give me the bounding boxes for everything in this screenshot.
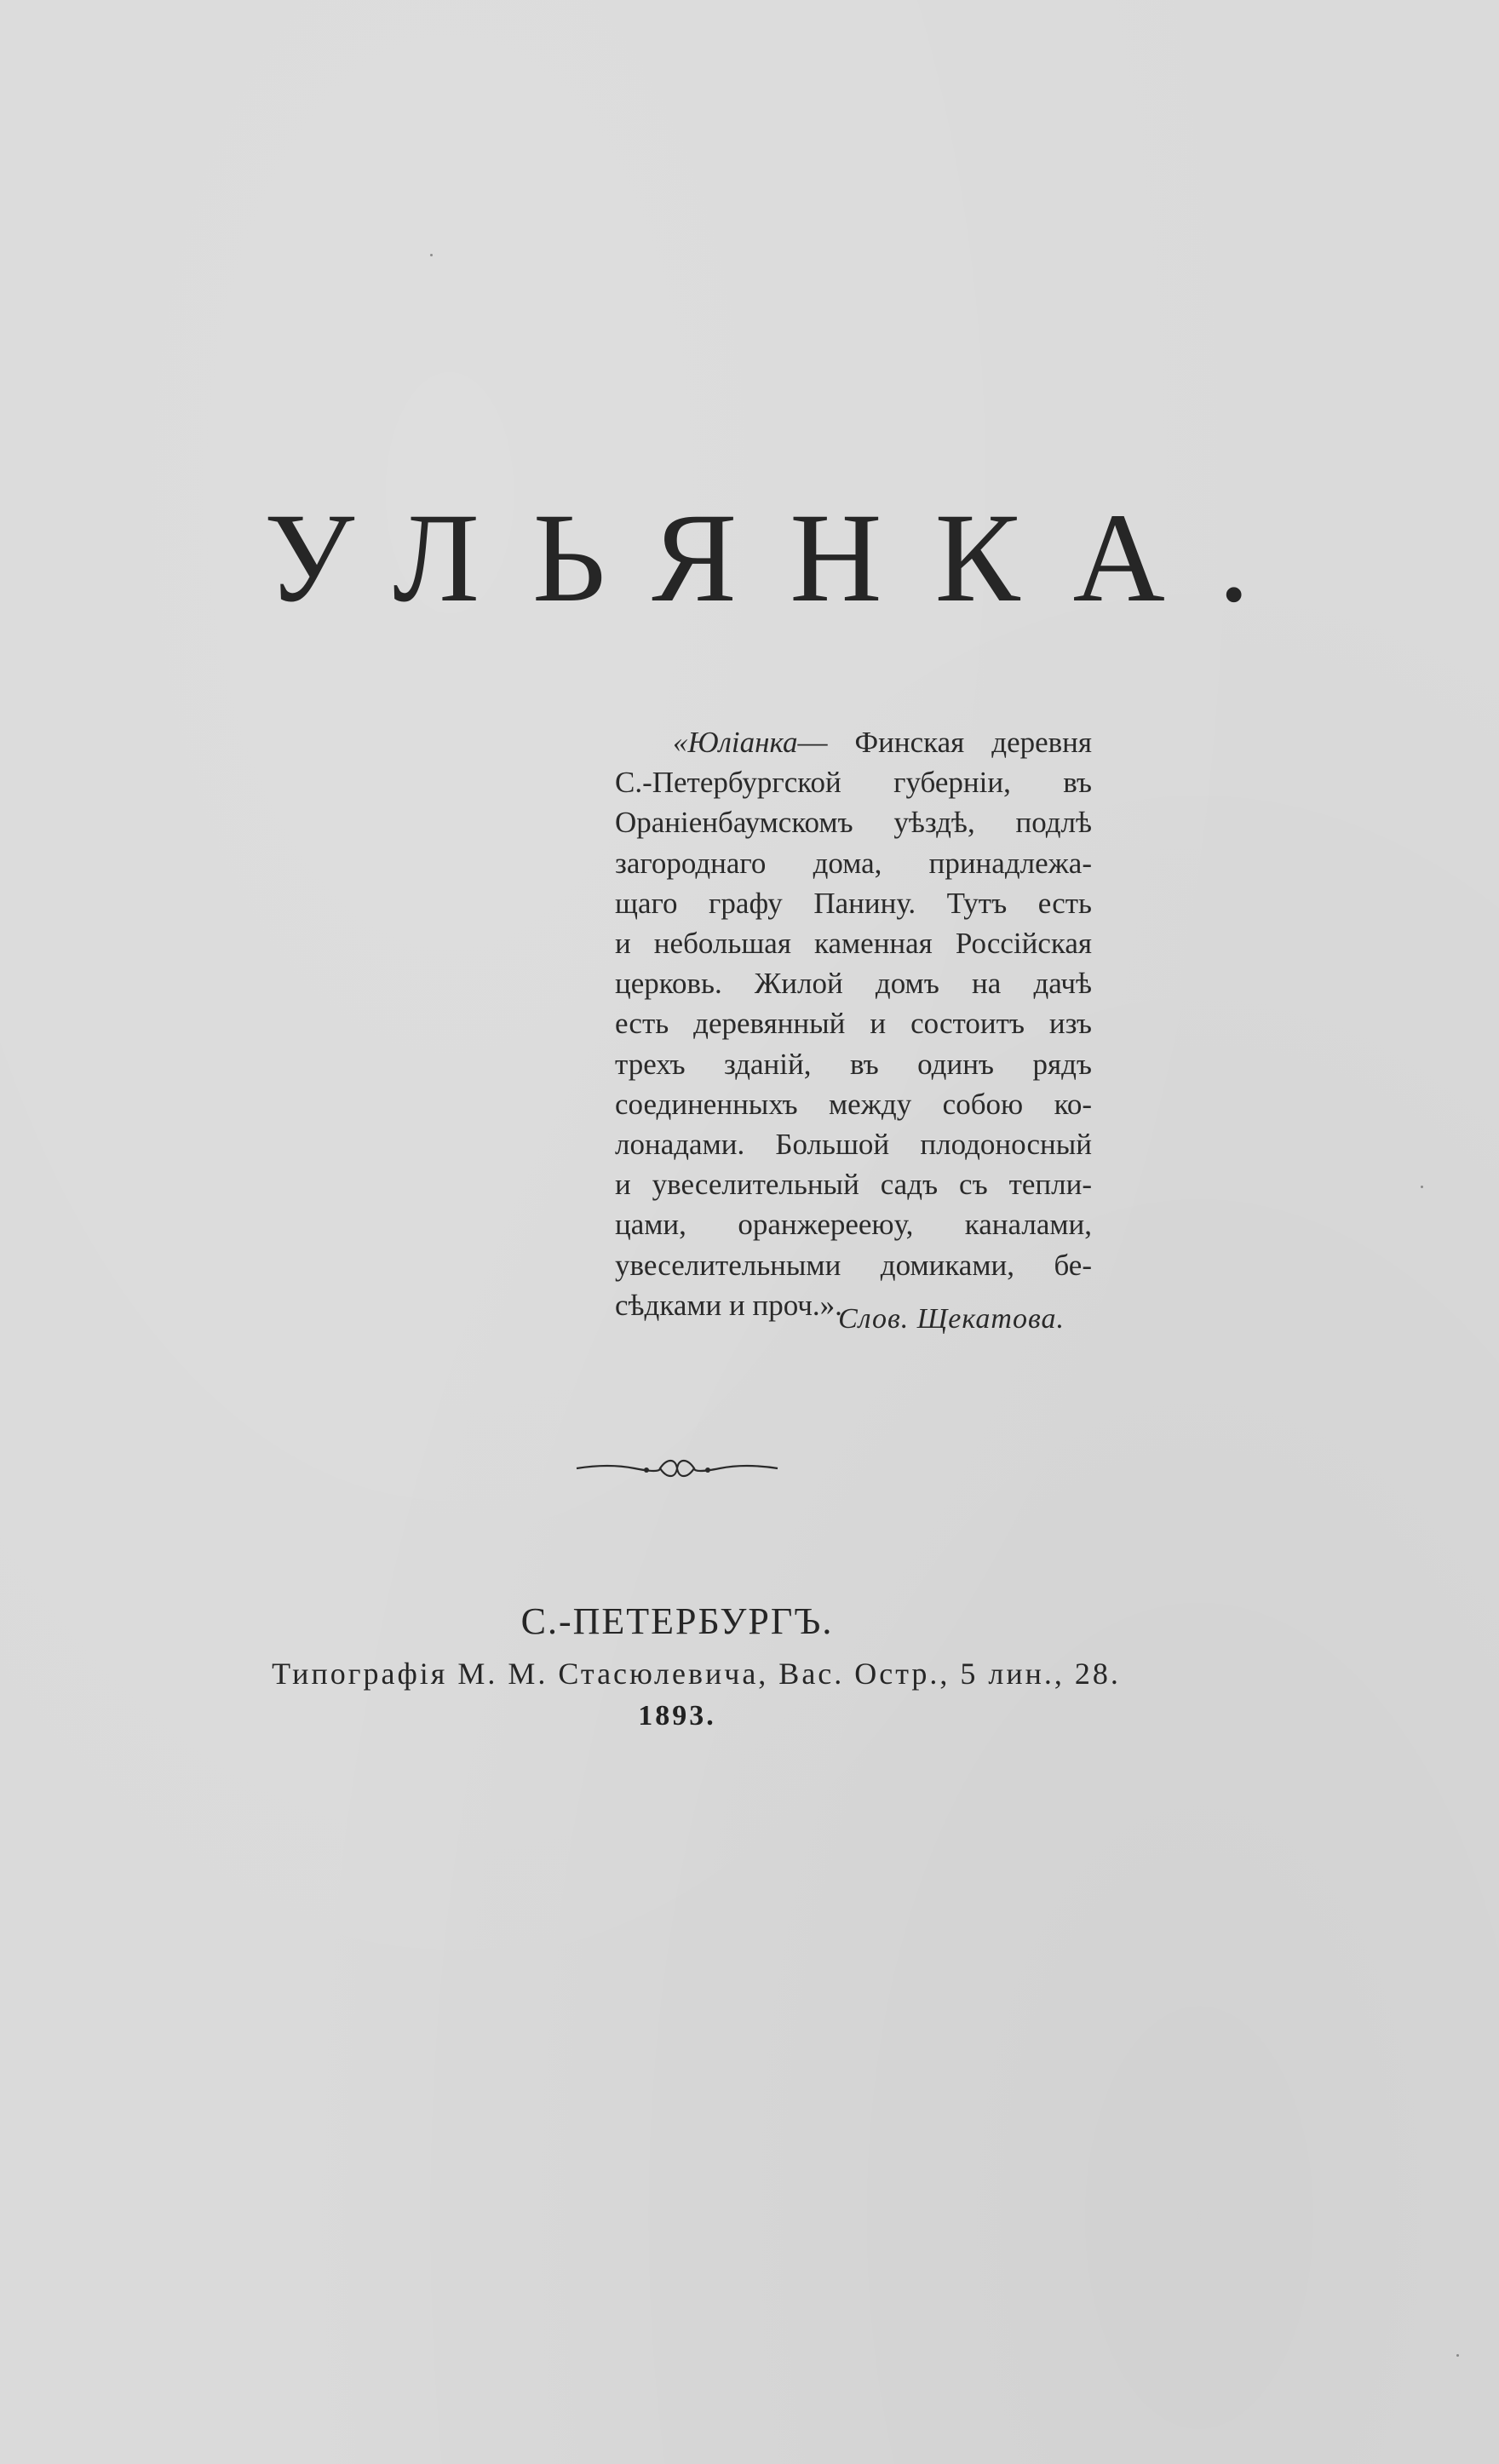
epigraph-line: цами, оранжерееюу, каналами, (615, 1208, 1092, 1242)
epigraph-line: щаго графу Панину. Тутъ есть (615, 886, 1092, 920)
epigraph-lead: «Юліанка (673, 726, 798, 759)
epigraph-line (615, 722, 1092, 762)
epigraph-line: С.-Петербургской губерніи, въ (615, 766, 1092, 800)
epigraph-line: Ораніенбаумскомъ уѣздѣ, подлѣ (615, 806, 1092, 840)
epigraph-line: трехъ зданій, въ одинъ рядъ (615, 1047, 1092, 1081)
ornament-flourish-icon (575, 1448, 779, 1489)
epigraph-line: загороднаго дома, принадлежа- (615, 846, 1092, 880)
epigraph-line: соединенныхъ между собою ко- (615, 1087, 1092, 1121)
epigraph-line: увеселительными домиками, бе- (615, 1248, 1092, 1282)
epigraph-line: и небольшая каменная Россійская (615, 927, 1092, 961)
paper-speck (1456, 2354, 1459, 2357)
imprint-press: Типографія М. М. Стасюлевича, Вас. Остр., 5 лин., 28. (272, 1657, 1121, 1691)
epigraph-line: сѣдками и проч.». (615, 1288, 842, 1322)
imprint-city: С.-ПЕТЕРБУРГЪ. (520, 1600, 834, 1642)
epigraph-line: и увеселительный садъ съ тепли- (615, 1168, 1092, 1202)
paper-speck (1421, 1186, 1423, 1188)
paper-speck (430, 254, 433, 256)
epigraph-line: лонадами. Большой плодоносный (615, 1128, 1092, 1162)
epigraph (615, 722, 1092, 1325)
book-title: УЛЬЯНКА. (264, 487, 1303, 629)
epigraph-source: Слов. Щекатова. (838, 1303, 1065, 1335)
imprint-year: 1893. (638, 1700, 716, 1732)
epigraph-line-text: — Финская деревня (797, 726, 1092, 759)
epigraph-line: церковь. Жилой домъ на дачѣ (615, 967, 1092, 1001)
epigraph-line: есть деревянный и состоитъ изъ (615, 1007, 1092, 1041)
